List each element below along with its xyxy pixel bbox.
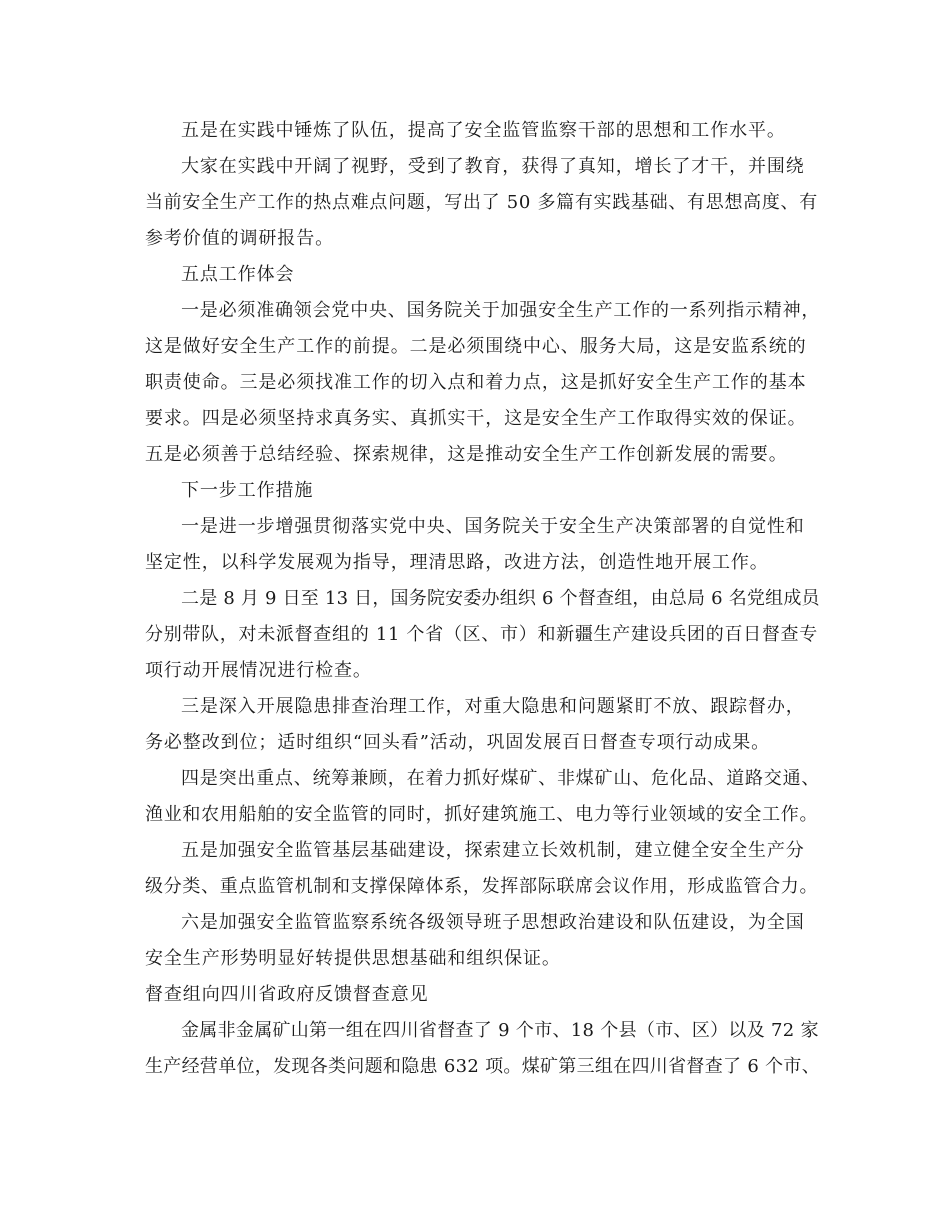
text-line: 二是 8 月 9 日至 13 日，国务院安委办组织 6 个督查组，由总局 6 名党组成员 [181,588,820,609]
text-line: 六是加强安全监管监察系统各级领导班子思想政治建设和队伍建设，为全国 [181,912,805,933]
text-line: 参考价值的调研报告。 [145,228,334,249]
text-line: 这是做好安全生产工作的前提。二是必须围绕中心、服务大局，这是安监系统的 [145,336,807,357]
text-line: 生产经营单位，发现各类问题和隐患 632 项。煤矿第三组在四川省督查了 6 个市、 [145,1056,820,1077]
text-line: 三是深入开展隐患排查治理工作，对重大隐患和问题紧盯不放、跟踪督办， [181,696,805,717]
section-heading: 下一步工作措施 [181,480,314,501]
text-line: 项行动开展情况进行检查。 [145,660,372,681]
text-line: 要求。四是必须坚持求真务实、真抓实干，这是安全生产工作取得实效的保证。 [145,408,807,429]
text-line: 当前安全生产工作的热点难点问题，写出了 50 多篇有实践基础、有思想高度、有 [145,192,818,213]
text-line: 大家在实践中开阔了视野，受到了教育，获得了真知，增长了才干，并围绕 [181,156,805,177]
text-line: 务必整改到位；适时组织“回头看”活动，巩固发展百日督查专项行动成果。 [145,732,771,753]
text-line: 一是进一步增强贯彻落实党中央、国务院关于安全生产决策部署的自觉性和 [181,516,805,537]
text-line: 金属非金属矿山第一组在四川省督查了 9 个市、18 个县（市、区）以及 72 家 [181,1020,819,1041]
text-line: 安全生产形势明显好转提供思想基础和组织保证。 [145,948,561,969]
text-line: 五是必须善于总结经验、探索规律，这是推动安全生产工作创新发展的需要。 [145,444,788,465]
text-line: 五是加强安全监管基层基础建设，探索建立长效机制，建立健全安全生产分 [181,840,805,861]
text-line: 坚定性，以科学发展观为指导，理清思路，改进方法，创造性地开展工作。 [145,552,769,573]
section-heading: 督查组向四川省政府反馈督查意见 [145,984,429,1005]
text-line: 四是突出重点、统筹兼顾，在着力抓好煤矿、非煤矿山、危化品、道路交通、 [181,768,821,789]
text-line: 职责使命。三是必须找准工作的切入点和着力点，这是抓好安全生产工作的基本 [145,372,807,393]
text-line: 渔业和农用船舶的安全监管的同时，抓好建筑施工、电力等行业领域的安全工作。 [145,804,819,825]
text-line: 五是在实践中锤炼了队伍，提高了安全监管监察干部的思想和工作水平。 [181,120,786,141]
text-line: 一是必须准确领会党中央、国务院关于加强安全生产工作的一系列指示精神， [181,300,821,321]
section-heading: 五点工作体会 [181,264,295,285]
text-line: 分别带队，对未派督查组的 11 个省（区、市）和新疆生产建设兵团的百日督查专 [145,624,818,645]
text-line: 级分类、重点监管机制和支撑保障体系，发挥部际联席会议作用，形成监管合力。 [145,876,819,897]
